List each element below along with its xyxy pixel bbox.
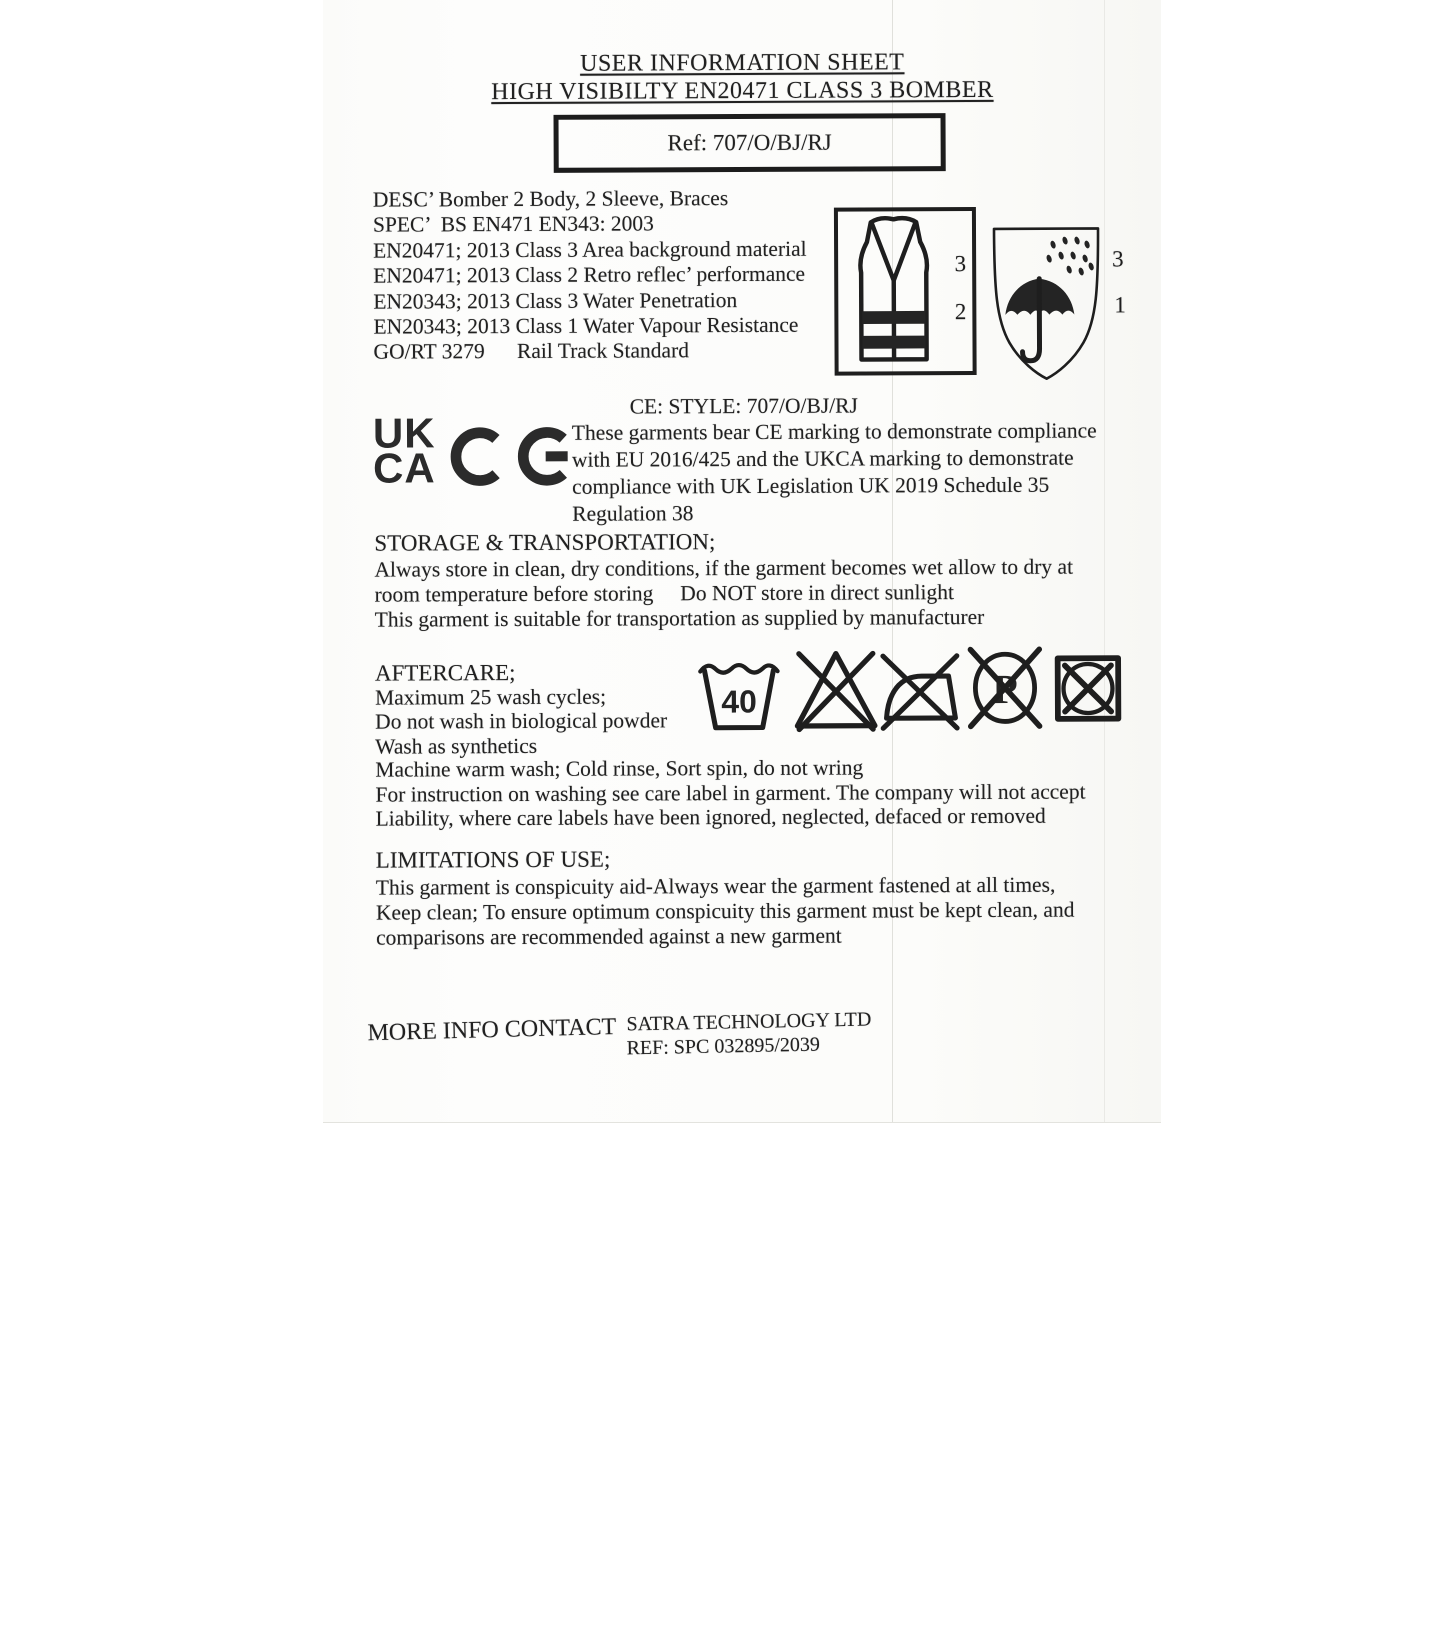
ce-declaration-line: with EU 2016/425 and the UKCA marking to demonstrate bbox=[571, 445, 1074, 472]
aftercare-note-line: Machine warm wash; Cold rinse, Sort spin, do not wring bbox=[375, 755, 864, 782]
limitations-paragraph bbox=[376, 873, 1075, 951]
spec-line: SPEC’ BS EN471 EN343: 2003 bbox=[372, 211, 654, 238]
aftercare-heading: AFTERCARE; bbox=[374, 659, 516, 686]
aftercare-list bbox=[375, 684, 667, 758]
rain-class-vapour-number: 1 bbox=[1114, 292, 1126, 318]
document-title: USER INFORMATION SHEET bbox=[580, 49, 905, 77]
spec-line: EN20343; 2013 Class 3 Water Penetration bbox=[373, 287, 738, 314]
storage-line: This garment is suitable for transportation as supplied by manufacturer bbox=[374, 604, 985, 632]
limitations-line: This garment is conspicuity aid-Always wear the garment fastened at all times, bbox=[375, 872, 1056, 900]
contact-ref: REF: SPC 032895/2039 bbox=[626, 1033, 821, 1060]
spec-line: GO/RT 3279 Rail Track Standard bbox=[373, 338, 690, 365]
rain-drops bbox=[1046, 236, 1095, 276]
vest-class-retro-number: 2 bbox=[954, 299, 967, 325]
rain-class-penetration-number: 3 bbox=[1112, 246, 1124, 272]
ce-declaration-line: compliance with UK Legislation UK 2019 Schedule 35 bbox=[572, 472, 1050, 499]
ref-box bbox=[553, 113, 945, 173]
aftercare-note-line: Liability, where care labels have been ignored, neglected, defaced or removed bbox=[375, 804, 1046, 832]
contact-details bbox=[626, 1009, 871, 1058]
ce-declaration-line: Regulation 38 bbox=[572, 501, 694, 526]
spec-line: EN20471; 2013 Class 3 Area background material bbox=[373, 236, 807, 263]
vest-pictogram-box bbox=[834, 207, 977, 376]
ref-value: Ref: 707/O/BJ/RJ bbox=[667, 129, 832, 156]
contact-company: SATRA TECHNOLOGY LTD bbox=[626, 1008, 872, 1036]
ukca-mark-line1: UK bbox=[372, 409, 436, 457]
spec-line: EN20471; 2013 Class 2 Retro reflec’ performance bbox=[373, 261, 806, 288]
aftercare-notes bbox=[375, 755, 1085, 832]
spec-list bbox=[373, 186, 807, 366]
aftercare-line: Do not wash in biological powder bbox=[375, 708, 668, 734]
spec-line: EN20343; 2013 Class 1 Water Vapour Resistance bbox=[373, 312, 799, 339]
ce-declaration-paragraph bbox=[572, 417, 1097, 527]
aftercare-note-line: For instruction on washing see care label in garment. The company will not accept bbox=[375, 779, 1086, 807]
ukca-mark-line2: CA bbox=[372, 444, 436, 492]
aftercare-line: Maximum 25 wash cycles; bbox=[374, 684, 607, 710]
document-subtitle: HIGH VISIBILTY EN20471 CLASS 3 BOMBER bbox=[491, 76, 994, 106]
ce-declaration-line: These garments bear CE marking to demonstrate compliance bbox=[571, 418, 1097, 445]
wash-temperature: 40 bbox=[721, 683, 757, 720]
limitations-line: Keep clean; To ensure optimum conspicuity this garment must be kept clean, and bbox=[375, 897, 1075, 925]
ce-style-line: CE: STYLE: 707/O/BJ/RJ bbox=[629, 393, 858, 419]
limitations-heading: LIMITATIONS OF USE; bbox=[375, 846, 611, 873]
limitations-line: comparisons are recommended against a new garment bbox=[376, 923, 842, 950]
storage-line: Always store in clean, dry conditions, if the garment becomes wet allow to dry at bbox=[374, 554, 1074, 582]
scan-paper bbox=[323, 0, 1161, 1123]
contact-label: MORE INFO CONTACT bbox=[367, 1013, 617, 1047]
storage-line: room temperature before storing Do NOT store in direct sunlight bbox=[374, 580, 955, 607]
storage-heading: STORAGE & TRANSPORTATION; bbox=[374, 529, 716, 556]
vest-class-area-number: 3 bbox=[954, 251, 967, 277]
spec-line: DESC’ Bomber 2 Body, 2 Sleeve, Braces bbox=[372, 186, 729, 212]
aftercare-line: Wash as synthetics bbox=[375, 733, 538, 759]
dry-clean-letter: P bbox=[992, 666, 1018, 713]
storage-paragraph bbox=[374, 555, 1073, 633]
ukca-mark bbox=[372, 409, 436, 492]
